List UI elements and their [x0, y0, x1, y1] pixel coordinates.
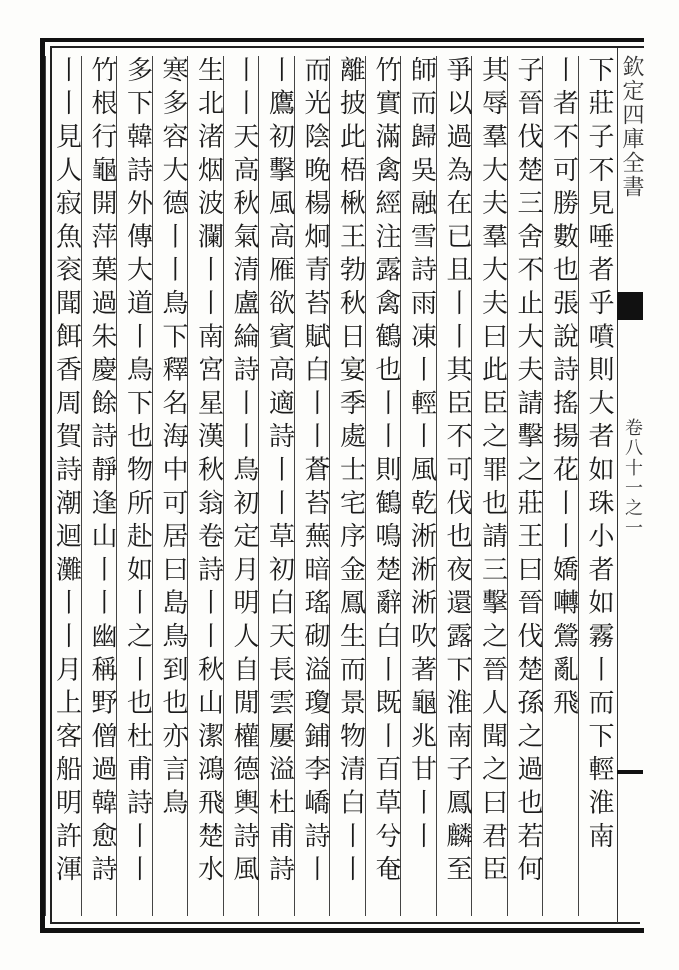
- fishtail-mark: [617, 292, 643, 320]
- column-text: 而光陰晚楊炯青苔賦白丨丨蒼苔蕪暗瑤砌溢瓊鋪李嶠詩丨: [300, 56, 330, 889]
- text-column: [400, 56, 436, 916]
- column-text: 爭以過為在已且丨丨其臣不可伐也夜還露下淮南子鳳麟至: [442, 56, 472, 889]
- column-text: 離披此梧楸王勃秋日宴季處士宅序金鳳生而景物清白丨丨: [335, 56, 366, 889]
- text-column: [294, 56, 330, 916]
- column-text: 生北渚烟波瀾丨丨南宮星漢秋翁卷詩丨丨秋山潔鴻飛楚水: [193, 56, 224, 889]
- column-text: 其辱羣大夫羣大夫曰此臣之罪也請三擊之晉人聞之曰君臣: [477, 56, 508, 889]
- column-text: 丨丨見人寂魚衮聞餌香周賀詩潮迴灘丨丨月上客船明許渾: [51, 56, 82, 889]
- column-text: 師而歸吳融雪詩雨凍丨輕丨風乾淅淅淅吹著龜兆甘丨丨: [406, 56, 437, 856]
- text-column: [329, 56, 365, 916]
- column-text: 子晉伐楚三舍不止大夫請擊之莊王曰晉伐楚孫之過也若何: [513, 56, 543, 889]
- text-column: [152, 56, 188, 916]
- border-line-top: [50, 46, 644, 48]
- column-text: 丨鷹初擊風高雁欲賓高適詩丨丨草初白天長雲屢溢杜甫詩: [264, 56, 295, 889]
- column-text: 多下韓詩外傳大道丨鳥下也物所赴如丨之丨也杜甫詩丨丨: [122, 56, 153, 889]
- book-title: 欽定四庫全書: [619, 55, 644, 199]
- text-column: [45, 56, 81, 916]
- column-text: 下莊子不見唾者乎噴則大者如珠小者如霧丨而下輕淮南: [584, 56, 614, 856]
- fishtail-mark-lower: [617, 770, 643, 774]
- text-column: [436, 56, 472, 916]
- text-column: [116, 56, 152, 916]
- text-column: [542, 56, 578, 916]
- text-column: [365, 56, 401, 916]
- border-line-bottom: [50, 922, 640, 924]
- text-column: [258, 56, 294, 916]
- juan-label: 卷八十一之一: [622, 418, 643, 538]
- column-text: 丨丨天高秋氣清盧綸詩丨丨鳥初定月明人自閒權德輿詩風: [229, 56, 259, 889]
- text-column: [471, 56, 507, 916]
- column-text: 竹根行龜開萍葉過朱慶餘詩靜逢山丨丨幽稱野僧過韓愈詩: [87, 56, 117, 889]
- text-column: [223, 56, 259, 916]
- column-text: 寒多容大德丨丨鳥下釋名海中可居曰島鳥到也亦言鳥: [158, 56, 188, 822]
- text-column: [81, 56, 117, 916]
- text-column: [187, 56, 223, 916]
- text-column: [578, 56, 614, 916]
- column-text: 丨者不可勝數也張說詩搖揚花丨丨嬌囀鶯亂飛: [548, 56, 579, 722]
- column-text: 竹實滿禽經注露禽鶴也丨丨則鶴鳴楚辭白丨既丨百草兮奄: [371, 56, 401, 889]
- text-column: [507, 56, 543, 916]
